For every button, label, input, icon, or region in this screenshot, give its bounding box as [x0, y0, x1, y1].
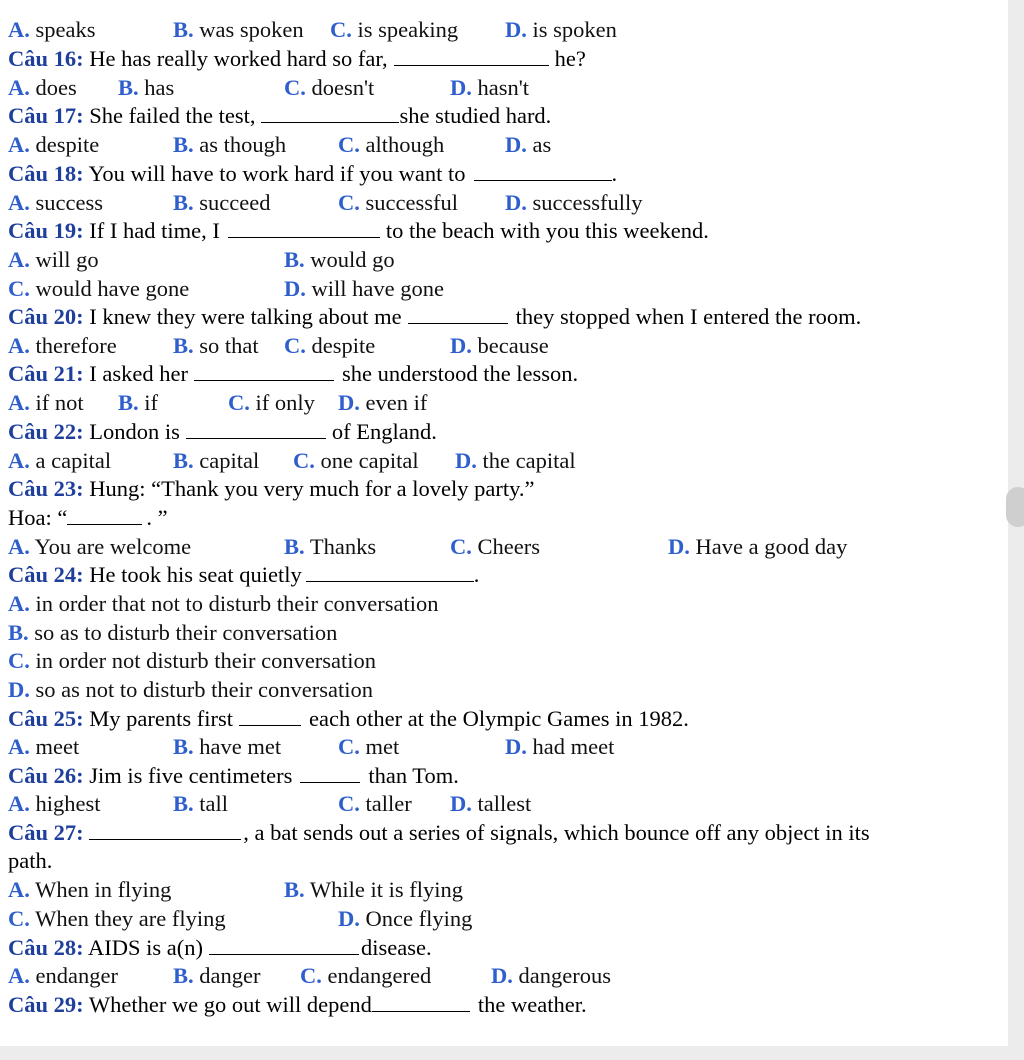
- answer-option[interactable]: [8, 246, 99, 274]
- option-text: so as not to disturb their conversation: [35, 677, 373, 702]
- answer-option[interactable]: [284, 275, 444, 303]
- option-dot: .: [24, 591, 30, 616]
- question-text-end: he?: [554, 46, 586, 71]
- option-letter: C: [293, 448, 310, 473]
- answer-option[interactable]: [8, 905, 226, 933]
- option-text: so as to disturb their conversation: [34, 620, 338, 645]
- line-32: [8, 934, 432, 962]
- answer-option[interactable]: [8, 189, 103, 217]
- option-dot: .: [188, 190, 194, 215]
- option-letter: D: [338, 390, 355, 415]
- option-text: is spoken: [532, 17, 617, 42]
- option-letter: B: [8, 620, 24, 645]
- answer-option[interactable]: [173, 733, 281, 761]
- answer-option[interactable]: [450, 74, 529, 102]
- answer-option[interactable]: [300, 962, 431, 990]
- line-16: [8, 475, 535, 503]
- option-text: despite: [311, 333, 376, 358]
- option-letter: D: [450, 333, 467, 358]
- question-number: Câu 27:: [8, 820, 84, 845]
- question-number: Câu 21:: [8, 361, 84, 386]
- question-text: He has really worked hard so far,: [89, 46, 388, 71]
- option-text: Have a good day: [695, 534, 848, 559]
- option-letter: D: [505, 190, 522, 215]
- option-letter: A: [8, 75, 25, 100]
- option-text: one capital: [320, 448, 419, 473]
- option-letter: C: [300, 963, 317, 988]
- option-letter: D: [338, 906, 355, 931]
- line-26: [8, 762, 459, 790]
- question-text-end: each other at the Olympic Games in 1982.: [309, 706, 689, 731]
- option-dot: .: [354, 734, 360, 759]
- option-dot: .: [24, 17, 30, 42]
- line-3: [8, 102, 551, 130]
- line-14: [8, 418, 437, 446]
- answer-blank[interactable]: [306, 563, 474, 582]
- option-dot: .: [354, 906, 360, 931]
- option-dot: .: [466, 75, 472, 100]
- question-number: Câu 28:: [8, 935, 84, 960]
- option-letter: B: [173, 333, 189, 358]
- line-19: [8, 561, 479, 589]
- option-dot: .: [24, 963, 30, 988]
- answer-option[interactable]: [173, 16, 304, 44]
- answer-option[interactable]: [284, 332, 375, 360]
- option-dot: .: [354, 791, 360, 816]
- option-letter: D: [668, 534, 685, 559]
- option-text: taller: [365, 791, 412, 816]
- option-dot: .: [188, 333, 194, 358]
- option-text: successful: [365, 190, 458, 215]
- scroll-edge-marker: [1006, 487, 1024, 527]
- question-number: Câu 18:: [8, 161, 84, 186]
- answer-option[interactable]: [8, 619, 337, 647]
- option-dot: .: [471, 448, 477, 473]
- question-text: I knew they were talking about me: [89, 304, 402, 329]
- option-text: therefore: [35, 333, 117, 358]
- option-letter: C: [338, 791, 355, 816]
- option-dot: .: [300, 276, 306, 301]
- option-dot: .: [188, 734, 194, 759]
- option-letter: B: [173, 190, 189, 215]
- option-dot: .: [24, 390, 30, 415]
- answer-blank[interactable]: [394, 47, 549, 66]
- option-letter: C: [8, 648, 25, 673]
- answer-option[interactable]: [118, 389, 158, 417]
- option-text: Cheers: [477, 534, 540, 559]
- option-text: endanger: [35, 963, 118, 988]
- question-number: Câu 29:: [8, 992, 84, 1017]
- answer-option[interactable]: [118, 74, 174, 102]
- answer-option[interactable]: [173, 790, 228, 818]
- option-letter: D: [455, 448, 472, 473]
- answer-option[interactable]: [8, 962, 118, 990]
- answer-option[interactable]: [338, 131, 444, 159]
- question-text: Whether we go out will depend: [88, 992, 372, 1017]
- option-text: if not: [35, 390, 84, 415]
- answer-option[interactable]: [8, 876, 171, 904]
- option-text: will have gone: [311, 276, 444, 301]
- question-text-end: of England.: [331, 419, 437, 444]
- question-text-end: .: [611, 161, 618, 186]
- option-text: doesn't: [311, 75, 375, 100]
- question-text-end: . ”: [146, 505, 168, 530]
- option-text: does: [35, 75, 77, 100]
- answer-blank[interactable]: [408, 305, 508, 324]
- answer-option[interactable]: [8, 16, 96, 44]
- option-letter: B: [173, 448, 189, 473]
- option-letter: C: [8, 276, 25, 301]
- answer-blank[interactable]: [228, 219, 380, 238]
- option-letter: A: [8, 448, 25, 473]
- answer-option[interactable]: [338, 189, 458, 217]
- option-text: Once flying: [365, 906, 473, 931]
- option-text: in order not disturb their conversation: [35, 648, 377, 673]
- option-dot: .: [24, 677, 30, 702]
- option-dot: .: [24, 276, 30, 301]
- answer-blank[interactable]: [372, 993, 470, 1012]
- answer-option[interactable]: [491, 962, 611, 990]
- option-letter: D: [491, 963, 508, 988]
- option-text: speaks: [35, 17, 96, 42]
- option-dot: .: [188, 17, 194, 42]
- question-text: If I had time, I: [89, 218, 220, 243]
- question-number: Câu 19:: [8, 218, 84, 243]
- option-text: because: [477, 333, 549, 358]
- option-text: although: [365, 132, 445, 157]
- option-text: will go: [35, 247, 99, 272]
- answer-blank[interactable]: [300, 764, 360, 783]
- answer-blank[interactable]: [261, 104, 399, 123]
- answer-blank[interactable]: [209, 936, 359, 955]
- question-text: AIDS is a(n): [88, 935, 204, 960]
- question-number: Câu 20:: [8, 304, 84, 329]
- option-dot: .: [24, 190, 30, 215]
- answer-option[interactable]: [505, 189, 642, 217]
- option-letter: B: [173, 734, 189, 759]
- answer-option[interactable]: [173, 962, 260, 990]
- option-letter: C: [8, 906, 25, 931]
- answer-option[interactable]: [284, 533, 376, 561]
- question-number: Câu 25:: [8, 706, 84, 731]
- option-text: When they are flying: [35, 906, 226, 931]
- option-text: tall: [199, 791, 229, 816]
- answer-option[interactable]: [8, 447, 111, 475]
- option-dot: .: [24, 534, 30, 559]
- option-dot: .: [354, 190, 360, 215]
- question-text-end: disease.: [361, 935, 432, 960]
- option-dot: .: [24, 75, 30, 100]
- answer-option[interactable]: [505, 16, 617, 44]
- answer-blank[interactable]: [89, 821, 241, 840]
- question-text: You will have to work hard if you want to: [88, 161, 466, 186]
- option-dot: .: [507, 963, 513, 988]
- answer-option[interactable]: [8, 389, 84, 417]
- option-dot: .: [300, 333, 306, 358]
- option-dot: .: [309, 448, 315, 473]
- question-number: Câu 16:: [8, 46, 84, 71]
- option-dot: .: [244, 390, 250, 415]
- answer-option[interactable]: [173, 447, 259, 475]
- line-12: [8, 360, 578, 388]
- option-dot: .: [24, 791, 30, 816]
- answer-option[interactable]: [173, 332, 259, 360]
- answer-option[interactable]: [505, 131, 551, 159]
- answer-option[interactable]: [8, 332, 117, 360]
- option-dot: .: [521, 734, 527, 759]
- option-letter: A: [8, 390, 25, 415]
- question-text-end: she studied hard.: [399, 103, 552, 128]
- option-letter: D: [505, 132, 522, 157]
- question-number: Câu 26:: [8, 763, 84, 788]
- option-text: has: [144, 75, 175, 100]
- option-letter: B: [173, 791, 189, 816]
- question-text: I asked her: [89, 361, 188, 386]
- option-text: endangered: [327, 963, 432, 988]
- line-29: [8, 847, 52, 875]
- option-letter: B: [118, 390, 134, 415]
- question-text-end: the weather.: [477, 992, 587, 1017]
- question-number: Câu 24:: [8, 562, 84, 587]
- line-7: [8, 217, 709, 245]
- answer-option[interactable]: [284, 876, 463, 904]
- line-10: [8, 303, 861, 331]
- answer-option[interactable]: [228, 389, 315, 417]
- answer-option[interactable]: [8, 275, 189, 303]
- line-28: [8, 819, 870, 847]
- option-text: as though: [199, 132, 287, 157]
- option-letter: B: [173, 132, 189, 157]
- option-dot: .: [188, 963, 194, 988]
- option-letter: A: [8, 591, 25, 616]
- option-letter: B: [118, 75, 134, 100]
- option-dot: .: [354, 132, 360, 157]
- option-dot: .: [521, 17, 527, 42]
- option-dot: .: [466, 791, 472, 816]
- option-letter: D: [505, 734, 522, 759]
- option-letter: C: [338, 132, 355, 157]
- answer-option[interactable]: [8, 533, 191, 561]
- option-letter: A: [8, 963, 25, 988]
- option-letter: A: [8, 534, 25, 559]
- option-dot: .: [24, 132, 30, 157]
- option-text: succeed: [199, 190, 271, 215]
- option-text: successfully: [532, 190, 643, 215]
- option-text: Thanks: [309, 534, 377, 559]
- question-number: Câu 23:: [8, 476, 84, 501]
- option-letter: A: [8, 734, 25, 759]
- line-5: [8, 160, 617, 188]
- option-dot: .: [24, 247, 30, 272]
- question-text: path.: [8, 848, 53, 873]
- line-24: [8, 705, 689, 733]
- option-dot: .: [299, 247, 305, 272]
- option-text: When in flying: [35, 877, 172, 902]
- question-number: Câu 17:: [8, 103, 84, 128]
- question-number: Câu 22:: [8, 419, 84, 444]
- option-letter: A: [8, 17, 25, 42]
- answer-option[interactable]: [284, 246, 395, 274]
- option-text: tallest: [477, 791, 532, 816]
- option-dot: .: [24, 734, 30, 759]
- option-dot: .: [684, 534, 690, 559]
- option-dot: .: [24, 448, 30, 473]
- option-text: danger: [199, 963, 261, 988]
- option-text: hasn't: [477, 75, 530, 100]
- line-1: [8, 45, 586, 73]
- option-letter: A: [8, 247, 25, 272]
- answer-option[interactable]: [173, 189, 270, 217]
- option-letter: C: [338, 190, 355, 215]
- option-text: if only: [255, 390, 315, 415]
- answer-option[interactable]: [338, 790, 412, 818]
- answer-option[interactable]: [455, 447, 576, 475]
- answer-option[interactable]: [505, 733, 614, 761]
- question-text-end: she understood the lesson.: [341, 361, 579, 386]
- option-dot: .: [133, 75, 139, 100]
- answer-option[interactable]: [8, 74, 77, 102]
- option-text: would go: [310, 247, 395, 272]
- option-letter: A: [8, 877, 25, 902]
- question-text: She failed the test,: [89, 103, 256, 128]
- answer-option[interactable]: [8, 733, 79, 761]
- option-letter: B: [173, 17, 189, 42]
- answer-option[interactable]: [450, 533, 540, 561]
- option-text: if: [144, 390, 159, 415]
- option-dot: .: [188, 448, 194, 473]
- answer-option[interactable]: [450, 790, 531, 818]
- question-text: Hoa: “: [8, 505, 68, 530]
- option-dot: .: [299, 877, 305, 902]
- option-letter: D: [505, 17, 522, 42]
- answer-option[interactable]: [338, 733, 399, 761]
- answer-option[interactable]: [8, 590, 439, 618]
- option-letter: B: [284, 247, 300, 272]
- option-dot: .: [299, 534, 305, 559]
- option-dot: .: [23, 620, 29, 645]
- option-dot: .: [346, 17, 352, 42]
- question-text-end: , a bat sends out a series of signals, which bounce off any object in its: [243, 820, 870, 845]
- answer-option[interactable]: [330, 16, 458, 44]
- line-17: [8, 504, 168, 532]
- option-letter: C: [338, 734, 355, 759]
- option-text: success: [35, 190, 103, 215]
- option-text: While it is flying: [309, 877, 463, 902]
- question-text: He took his seat quietly: [89, 562, 302, 587]
- option-text: meet: [35, 734, 80, 759]
- option-text: as: [532, 132, 552, 157]
- answer-blank[interactable]: [474, 162, 612, 181]
- option-text: in order that not to disturb their conversation: [35, 591, 439, 616]
- option-letter: C: [284, 75, 301, 100]
- option-dot: .: [466, 333, 472, 358]
- option-letter: D: [450, 791, 467, 816]
- option-text: so that: [199, 333, 259, 358]
- option-letter: D: [284, 276, 301, 301]
- option-letter: B: [284, 534, 300, 559]
- option-letter: C: [284, 333, 301, 358]
- answer-option[interactable]: [173, 131, 286, 159]
- option-text: a capital: [35, 448, 112, 473]
- option-dot: .: [24, 877, 30, 902]
- option-dot: .: [24, 906, 30, 931]
- question-text: Hung: “Thank you very much for a lovely party.”: [89, 476, 535, 501]
- option-dot: .: [133, 390, 139, 415]
- option-text: met: [365, 734, 400, 759]
- option-letter: A: [8, 132, 25, 157]
- option-dot: .: [354, 390, 360, 415]
- answer-option[interactable]: [8, 676, 373, 704]
- option-dot: .: [316, 963, 322, 988]
- option-text: even if: [365, 390, 428, 415]
- answer-option[interactable]: [338, 905, 472, 933]
- option-text: despite: [35, 132, 100, 157]
- option-dot: .: [24, 648, 30, 673]
- answer-option[interactable]: [284, 74, 374, 102]
- option-dot: .: [466, 534, 472, 559]
- answer-option[interactable]: [8, 647, 376, 675]
- option-letter: A: [8, 333, 25, 358]
- option-dot: .: [521, 132, 527, 157]
- option-letter: D: [450, 75, 467, 100]
- question-text-end: than Tom.: [368, 763, 459, 788]
- option-text: the capital: [482, 448, 576, 473]
- question-text-end: .: [473, 562, 480, 587]
- question-text-end: to the beach with you this weekend.: [385, 218, 709, 243]
- answer-blank[interactable]: [186, 420, 326, 439]
- option-dot: .: [24, 333, 30, 358]
- option-text: have met: [199, 734, 282, 759]
- line-34: [8, 991, 587, 1019]
- option-dot: .: [188, 791, 194, 816]
- answer-option[interactable]: [450, 332, 549, 360]
- answer-option[interactable]: [8, 131, 99, 159]
- option-dot: .: [300, 75, 306, 100]
- answer-blank[interactable]: [194, 362, 334, 381]
- answer-blank[interactable]: [239, 707, 301, 726]
- option-letter: B: [173, 963, 189, 988]
- option-letter: B: [284, 877, 300, 902]
- option-text: would have gone: [35, 276, 190, 301]
- question-text: Jim is five centimeters: [89, 763, 293, 788]
- question-text: My parents first: [89, 706, 233, 731]
- option-text: was spoken: [199, 17, 304, 42]
- option-text: had meet: [532, 734, 615, 759]
- question-text-end: they stopped when I entered the room.: [515, 304, 862, 329]
- option-text: capital: [199, 448, 260, 473]
- answer-option[interactable]: [338, 389, 427, 417]
- option-text: is speaking: [357, 17, 459, 42]
- option-letter: C: [450, 534, 467, 559]
- option-letter: C: [330, 17, 347, 42]
- option-letter: A: [8, 791, 25, 816]
- option-dot: .: [188, 132, 194, 157]
- option-text: highest: [35, 791, 101, 816]
- option-letter: A: [8, 190, 25, 215]
- option-letter: C: [228, 390, 245, 415]
- answer-option[interactable]: [293, 447, 419, 475]
- option-text: You are welcome: [34, 534, 192, 559]
- option-dot: .: [521, 190, 527, 215]
- answer-option[interactable]: [668, 533, 847, 561]
- option-letter: D: [8, 677, 25, 702]
- question-text: London is: [89, 419, 180, 444]
- option-text: dangerous: [518, 963, 611, 988]
- answer-option[interactable]: [8, 790, 101, 818]
- answer-blank[interactable]: [67, 506, 142, 525]
